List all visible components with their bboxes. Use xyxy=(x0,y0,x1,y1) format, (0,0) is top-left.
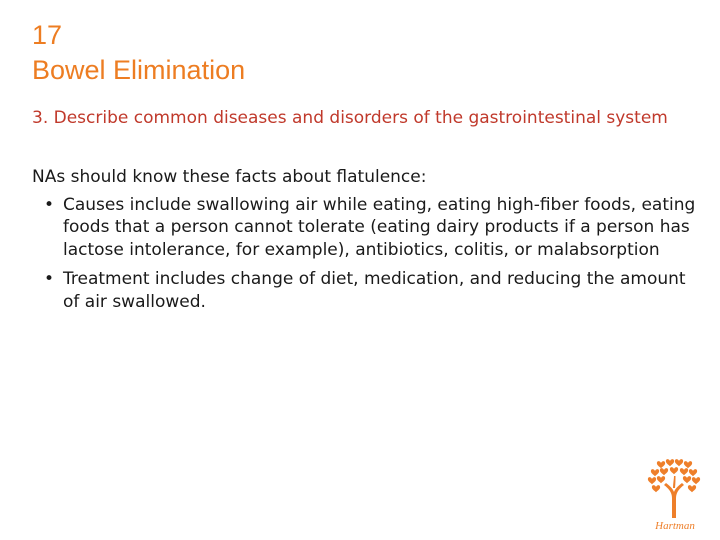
intro-text: NAs should know these facts about flatulence: xyxy=(32,167,427,187)
bullet-dot-icon: • xyxy=(44,269,55,289)
hartman-logo xyxy=(644,458,706,532)
bullet-text: Treatment includes change of diet, medication, and reducing the amount of air swallowed. xyxy=(63,269,686,312)
chapter-title xyxy=(32,18,245,88)
chapter-name: Bowel Elimination xyxy=(32,55,246,85)
slide-body xyxy=(32,166,702,320)
bullet-item xyxy=(32,194,702,262)
bullet-dot-icon: • xyxy=(44,194,55,215)
logo-text: Hartman xyxy=(655,520,695,532)
bullet-item xyxy=(32,268,702,313)
bullet-list xyxy=(32,194,702,314)
chapter-number: 17 xyxy=(32,20,63,50)
learning-objective: 3. Describe common diseases and disorders of the gastrointestinal system xyxy=(32,108,668,128)
tree-of-hearts-icon xyxy=(644,458,706,532)
bullet-text: Causes include swallowing air while eating, eating high-fiber foods, eating foods that a person cannot tolerate (eating dairy products if a person has lactose intolerance, for example), antibiotics, colitis, or malabsorption xyxy=(63,194,696,260)
